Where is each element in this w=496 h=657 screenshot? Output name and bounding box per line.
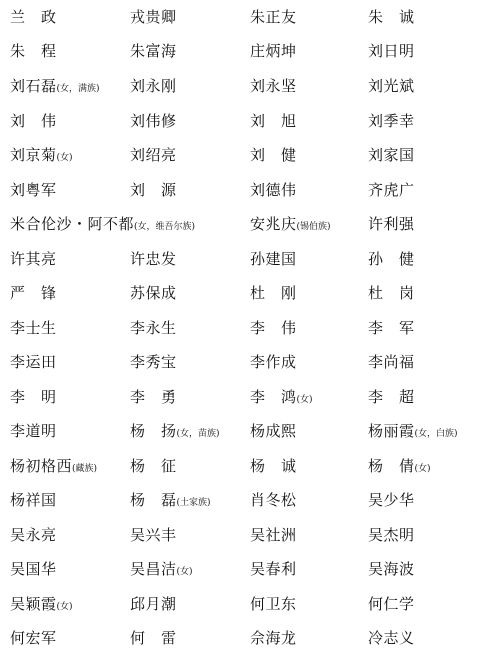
person-name: 李士生 (10, 319, 57, 337)
person-name: 冷志义 (368, 629, 415, 647)
name-row (0, 0, 496, 34)
person-note: (女，白族) (414, 429, 458, 439)
person-name: 李 伟 (250, 319, 297, 337)
person-name: 邱月潮 (130, 595, 177, 613)
person-name: 杨初格西 (10, 457, 73, 475)
name-entry (368, 483, 415, 517)
person-name: 刘季幸 (368, 112, 415, 130)
name-entry (10, 69, 100, 103)
person-note: (女) (414, 464, 431, 474)
person-name: 李尚福 (368, 353, 415, 371)
person-name: 杨祥国 (10, 491, 57, 509)
person-name: 刘永坚 (250, 77, 297, 95)
person-name: 许忠发 (130, 250, 177, 268)
name-entry (368, 518, 415, 552)
name-entry (130, 345, 177, 379)
person-name: 杨丽霞 (368, 422, 415, 440)
person-name: 李 军 (368, 319, 415, 337)
name-entry (250, 483, 297, 517)
name-row (0, 552, 496, 586)
person-note: (女，苗族) (176, 429, 220, 439)
person-name: 米合伦沙・阿不都 (10, 215, 135, 233)
person-name: 刘德伟 (250, 181, 297, 199)
person-name: 刘 源 (130, 181, 177, 199)
person-name: 刘粤军 (10, 181, 57, 199)
name-entry (368, 104, 415, 138)
name-entry (10, 276, 57, 310)
name-entry (10, 621, 57, 655)
person-note: (女) (176, 567, 193, 577)
name-row (0, 34, 496, 68)
name-entry (368, 380, 415, 414)
name-entry (368, 0, 415, 34)
person-note: (锡伯族) (296, 222, 331, 232)
name-entry (368, 587, 415, 621)
person-name: 肖冬松 (250, 491, 297, 509)
name-row (0, 138, 496, 172)
name-entry (130, 552, 193, 586)
name-entry (10, 414, 57, 448)
name-row (0, 345, 496, 379)
name-row (0, 69, 496, 103)
person-name: 吴海波 (368, 560, 415, 578)
person-name: 苏保成 (130, 284, 177, 302)
name-row (0, 311, 496, 345)
person-name: 何 雷 (130, 629, 177, 647)
person-name: 何宏军 (10, 629, 57, 647)
person-name: 安兆庆 (250, 215, 297, 233)
name-entry (250, 552, 297, 586)
person-note: (女，满族) (56, 84, 100, 94)
person-note: (女) (56, 153, 73, 163)
name-entry (10, 345, 57, 379)
name-row (0, 587, 496, 621)
person-name: 严 锋 (10, 284, 57, 302)
name-entry (10, 34, 57, 68)
name-entry (250, 621, 297, 655)
name-entry (10, 104, 57, 138)
name-row (0, 483, 496, 517)
name-entry (250, 380, 313, 414)
person-name: 吴昌洁 (130, 560, 177, 578)
name-entry (250, 242, 297, 276)
name-entry (368, 276, 415, 310)
person-note: (女) (56, 602, 73, 612)
person-name: 吴永亮 (10, 526, 57, 544)
name-entry (10, 587, 73, 621)
person-name: 孙 健 (368, 250, 415, 268)
name-entry (368, 69, 415, 103)
name-entry (10, 0, 57, 34)
person-name: 齐虎广 (368, 181, 415, 199)
person-name: 刘光斌 (368, 77, 415, 95)
name-entry (130, 173, 177, 207)
person-name: 兰 政 (10, 8, 57, 26)
name-entry (368, 414, 458, 448)
name-row (0, 207, 496, 241)
name-entry (130, 276, 177, 310)
person-name: 朱富海 (130, 42, 177, 60)
person-name: 许其亮 (10, 250, 57, 268)
name-entry (130, 34, 177, 68)
person-name: 佘海龙 (250, 629, 297, 647)
person-name: 刘石磊 (10, 77, 57, 95)
person-name: 吴春利 (250, 560, 297, 578)
name-row (0, 104, 496, 138)
name-entry (250, 587, 297, 621)
name-entry (10, 449, 97, 483)
name-entry (250, 104, 297, 138)
person-name: 刘家国 (368, 146, 415, 164)
name-entry (10, 138, 73, 172)
person-name: 朱 程 (10, 42, 57, 60)
person-name: 李永生 (130, 319, 177, 337)
person-name: 刘 健 (250, 146, 297, 164)
person-name: 吴颖霞 (10, 595, 57, 613)
person-name: 何仁学 (368, 595, 415, 613)
name-entry (368, 34, 415, 68)
name-entry (130, 69, 177, 103)
name-entry (250, 69, 297, 103)
name-entry (368, 311, 415, 345)
name-row (0, 242, 496, 276)
name-entry (250, 518, 297, 552)
person-name: 戎贵卿 (130, 8, 177, 26)
person-name: 庄炳坤 (250, 42, 297, 60)
name-row (0, 276, 496, 310)
name-entry (130, 518, 177, 552)
person-name: 李道明 (10, 422, 57, 440)
name-entry (368, 552, 415, 586)
name-entry (10, 518, 57, 552)
name-entry (250, 276, 297, 310)
name-entry (10, 207, 195, 241)
person-name: 杨 征 (130, 457, 177, 475)
name-entry (10, 380, 57, 414)
person-name: 李作成 (250, 353, 297, 371)
person-note: (藏族) (72, 464, 98, 474)
name-entry (250, 0, 297, 34)
person-name: 杜 刚 (250, 284, 297, 302)
person-name: 刘绍亮 (130, 146, 177, 164)
name-entry (130, 587, 177, 621)
name-entry (368, 173, 415, 207)
name-entry (368, 207, 415, 241)
name-entry (130, 449, 177, 483)
name-entry (10, 311, 57, 345)
person-name: 刘伟修 (130, 112, 177, 130)
name-entry (250, 34, 297, 68)
name-row (0, 380, 496, 414)
person-name: 杨 倩 (368, 457, 415, 475)
name-row (0, 173, 496, 207)
name-entry (368, 621, 415, 655)
name-entry (250, 173, 297, 207)
person-name: 刘京菊 (10, 146, 57, 164)
name-entry (130, 311, 177, 345)
person-name: 吴兴丰 (130, 526, 177, 544)
name-entry (368, 242, 415, 276)
person-name: 李 勇 (130, 388, 177, 406)
name-entry (250, 449, 297, 483)
name-entry (10, 552, 57, 586)
person-name: 杨 磊 (130, 491, 177, 509)
name-entry (130, 380, 177, 414)
name-entry (130, 621, 177, 655)
person-name: 许利强 (368, 215, 415, 233)
name-row (0, 621, 496, 655)
name-entry (250, 311, 297, 345)
name-entry (130, 0, 177, 34)
name-row (0, 414, 496, 448)
person-name: 朱 诚 (368, 8, 415, 26)
name-entry (250, 345, 297, 379)
person-name: 刘 旭 (250, 112, 297, 130)
person-name: 李 鸿 (250, 388, 297, 406)
person-name: 杨 诚 (250, 457, 297, 475)
person-name: 李运田 (10, 353, 57, 371)
person-name: 吴杰明 (368, 526, 415, 544)
person-name: 吴国华 (10, 560, 57, 578)
name-entry (250, 207, 331, 241)
person-name: 吴少华 (368, 491, 415, 509)
name-entry (10, 173, 57, 207)
person-note: (女) (296, 395, 313, 405)
name-entry (130, 483, 211, 517)
name-entry (130, 138, 177, 172)
person-name: 刘 伟 (10, 112, 57, 130)
name-row (0, 449, 496, 483)
person-name: 刘永刚 (130, 77, 177, 95)
name-entry (130, 242, 177, 276)
person-name: 朱正友 (250, 8, 297, 26)
person-name: 何卫东 (250, 595, 297, 613)
name-entry (250, 414, 297, 448)
person-note: (女，维吾尔族) (134, 222, 196, 232)
name-entry (250, 138, 297, 172)
name-entry (368, 138, 415, 172)
person-name: 杜 岗 (368, 284, 415, 302)
name-entry (368, 449, 431, 483)
person-name: 刘日明 (368, 42, 415, 60)
person-name: 李秀宝 (130, 353, 177, 371)
name-entry (130, 414, 220, 448)
person-name: 杨 扬 (130, 422, 177, 440)
name-entry (368, 345, 415, 379)
person-name: 杨成熙 (250, 422, 297, 440)
name-entry (10, 242, 57, 276)
person-name: 孙建国 (250, 250, 297, 268)
person-note: (土家族) (176, 498, 211, 508)
name-row (0, 518, 496, 552)
person-name: 吴社洲 (250, 526, 297, 544)
name-entry (10, 483, 57, 517)
person-name: 李 明 (10, 388, 57, 406)
person-name: 李 超 (368, 388, 415, 406)
name-entry (130, 104, 177, 138)
